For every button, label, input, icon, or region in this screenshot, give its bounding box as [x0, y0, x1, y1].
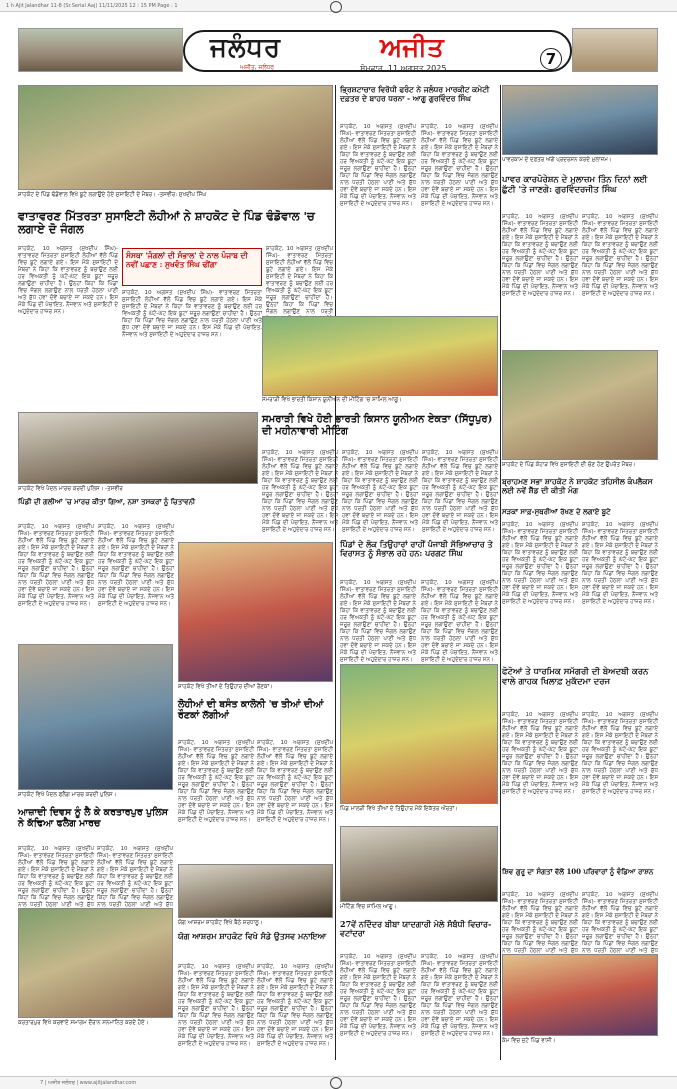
article-body: ਸ਼ਾਹਕੋਟ, 10 ਅਗਸਤ (ਸੁਖਦੀਪ ਸਿੰਘ)- ਵਾਤਾਵਰਣ ਮਿੱਤਰਤਾ ਸੁਸਾਇਟੀ ਲੋਹੀਆਂ ਵੱਲੋਂ ਪਿੰਡ ਵਿਚ ਬੂਟੇ ਲਗਾਏ ਗਏ। ਇਸ ਮੌਕੇ ਸੁਸਾਇਟੀ ਦੇ ਮੈਂਬਰਾਂ ਨੇ ਕਿਹਾ ਕਿ ਵਾਤਾਵਰਣ ਨੂੰ ਬਚਾਉਣ ਲਈ ਹਰ ਵਿਅਕਤੀ ਨੂੰ ਘੱਟੋ-ਘੱਟ ਇਕ ਬੂਟਾ ਜ਼ਰੂਰ ਲਗਾਉਣਾ ਚਾਹੀਦਾ ਹੈ। ਉਨ੍ਹਾਂ ਕਿਹਾ ਕਿ ਪਿੰਡਾਂ ਵਿਚ ਜੰਗਲ ਲਗਾਉਣ ਨਾਲ ਧਰਤੀ ਹੇਠਲਾ ਪਾਣੀ ਅਤੇ ਸ਼ੁੱਧ: [502, 892, 578, 954]
article-photo-teeyan: [178, 542, 333, 682]
photo-caption: ਸ਼ਾਹਕੋਟ ਵਿਖੇ ਪੈਦਲ ਫਲੈਗ ਮਾਰਚ ਕਰਦੀ ਪੁਲਿਸ।: [18, 792, 117, 798]
article-photo-march: [18, 412, 258, 484]
article-headline: ਸਮਰਾੜੀ ਵਿਖੇ ਹੋਈ ਭਾਰਤੀ ਕਿਸਾਨ ਯੂਨੀਅਨ ਏਕਤਾ (ਸਿੱਧੂਪੁਰ) ਦੀ ਮਹੀਨਾਵਾਰੀ ਮੀਟਿੰਗ: [262, 414, 493, 437]
article-body: ਸ਼ਾਹਕੋਟ, 10 ਅਗਸਤ (ਸੁਖਦੀਪ ਸਿੰਘ)- ਵਾਤਾਵਰਣ ਮਿੱਤਰਤਾ ਸੁਸਾਇਟੀ ਲੋਹੀਆਂ ਵੱਲੋਂ ਪਿੰਡ ਵਿਚ ਬੂਟੇ ਲਗਾਏ ਗਏ। ਇਸ ਮੌਕੇ ਸੁਸਾਇਟੀ ਦੇ ਮੈਂਬਰਾਂ ਨੇ ਕਿਹਾ ਕਿ ਵਾਤਾਵਰਣ ਨੂੰ ਬਚਾਉਣ ਲਈ ਹਰ ਵਿਅਕਤੀ ਨੂੰ ਘੱਟੋ-ਘੱਟ ਇਕ ਬੂਟਾ ਜ਼ਰੂਰ ਲਗਾਉਣਾ ਚਾਹੀਦਾ ਹੈ। ਉਨ੍ਹਾਂ ਕਿਹਾ ਕਿ ਪਿੰਡਾਂ ਵਿਚ ਜੰਗਲ ਲਗਾਉਣ ਨਾਲ ਧਰਤੀ ਹੇਠਲਾ ਪਾਣੀ ਅਤੇ ਸ਼ੁੱਧ ਹਵਾ ਦੋਵੇਂ ਬਚਾਏ ਜਾ ਸਕਦੇ ਹਨ। ਇਸ ਮੌਕੇ ਪਿੰਡ ਦੀ ਪੰਚਾਇਤ, ਨੌਜਵਾਨ ਅਤੇ ਸੁਸਾਇਟੀ ਦੇ ਅਹੁਦੇਦਾਰ ਹਾਜ਼ਰ ਸਨ।: [257, 740, 333, 823]
article-body: ਸ਼ਾਹਕੋਟ, 10 ਅਗਸਤ (ਸੁਖਦੀਪ ਸਿੰਘ)- ਵਾਤਾਵਰਣ ਮਿੱਤਰਤਾ ਸੁਸਾਇਟੀ ਲੋਹੀਆਂ ਵੱਲੋਂ ਪਿੰਡ ਵਿਚ ਬੂਟੇ ਲਗਾਏ ਗਏ। ਇਸ ਮੌਕੇ ਸੁਸਾਇਟੀ ਦੇ ਮੈਂਬਰਾਂ ਨੇ ਕਿਹਾ ਕਿ ਵਾਤਾਵਰਣ ਨੂੰ ਬਚਾਉਣ ਲਈ ਹਰ ਵਿਅਕਤੀ ਨੂੰ ਘੱਟੋ-ਘੱਟ ਇਕ ਬੂਟਾ ਜ਼ਰੂਰ ਲਗਾਉਣਾ ਚਾਹੀਦਾ ਹੈ। ਉਨ੍ਹਾਂ ਕਿਹਾ ਕਿ ਪਿੰਡਾਂ ਵਿਚ ਜੰਗਲ ਲਗਾਉਣ ਨਾਲ ਧਰਤੀ ਹੇਠਲਾ ਪਾਣੀ ਅਤੇ ਸ਼ੁੱਧ ਹਵਾ ਦੋਵੇਂ ਬਚਾਏ ਜਾ ਸਕਦੇ ਹਨ। ਇਸ ਮੌਕੇ ਪਿੰਡ ਦੀ ਪੰਚਾਇਤ, ਨੌਜਵਾਨ ਅਤੇ ਸੁਸਾਇਟੀ ਦੇ ਅਹੁਦੇਦਾਰ ਹਾਜ਼ਰ ਸਨ।: [421, 580, 498, 663]
photo-caption: ਸ਼ਾਹਕੋਟ ਵਿਖੇ ਪੈਦਲ ਮਾਰਚ ਕਰਦੀ ਪੁਲਿਸ। -ਤਸਵੀਰ: [18, 486, 123, 492]
article-body: ਸ਼ਾਹਕੋਟ, 10 ਅਗਸਤ (ਸੁਖਦੀਪ ਸਿੰਘ)- ਵਾਤਾਵਰਣ ਮਿੱਤਰਤਾ ਸੁਸਾਇਟੀ ਲੋਹੀਆਂ ਵੱਲੋਂ ਪਿੰਡ ਵਿਚ ਬੂਟੇ ਲਗਾਏ ਗਏ। ਇਸ ਮੌਕੇ ਸੁਸਾਇਟੀ ਦੇ ਮੈਂਬਰਾਂ ਨੇ ਕਿਹਾ ਕਿ ਵਾਤਾਵਰਣ ਨੂੰ ਬਚਾਉਣ ਲਈ ਹਰ ਵਿਅਕਤੀ ਨੂੰ ਘੱਟੋ-ਘੱਟ ਇਕ ਬੂਟਾ ਜ਼ਰੂਰ ਲਗਾਉਣਾ ਚਾਹੀਦਾ ਹੈ। ਉਨ੍ਹਾਂ ਕਿਹਾ ਕਿ ਪਿੰਡਾਂ ਵਿਚ ਜੰਗਲ ਲਗਾਉਣ ਨਾਲ ਧਰਤੀ ਹੇਠਲਾ ਪਾਣੀ ਅਤੇ ਸ਼ੁੱਧ ਹਵਾ ਦੋਵੇਂ ਬਚਾਏ ਜਾ ਸਕਦੇ ਹਨ। ਇਸ ਮੌਕੇ ਪਿੰਡ ਦੀ ਪੰਚਾਇਤ, ਨੌਜਵਾਨ ਅਤੇ ਸੁਸਾਇਟੀ ਦੇ ਅਹੁਦੇਦਾਰ ਹਾਜ਼ਰ ਸਨ।: [262, 450, 338, 533]
masthead-date: ਸੋਮਵਾਰ, 11 ਅਗਸਤ 2025: [360, 64, 447, 73]
article-body: ਸ਼ਾਹਕੋਟ, 10 ਅਗਸਤ (ਸੁਖਦੀਪ ਸਿੰਘ)- ਵਾਤਾਵਰਣ ਮਿੱਤਰਤਾ ਸੁਸਾਇਟੀ ਲੋਹੀਆਂ ਵੱਲੋਂ ਪਿੰਡ ਵਿਚ ਬੂਟੇ ਲਗਾਏ ਗਏ। ਇਸ ਮੌਕੇ ਸੁਸਾਇਟੀ ਦੇ ਮੈਂਬਰਾਂ ਨੇ ਕਿਹਾ ਕਿ ਵਾਤਾਵਰਣ ਨੂੰ ਬਚਾਉਣ ਲਈ ਹਰ ਵਿਅਕਤੀ ਨੂੰ ਘੱਟੋ-ਘੱਟ ਇਕ ਬੂਟਾ ਜ਼ਰੂਰ ਲਗਾਉਣਾ ਚਾਹੀਦਾ ਹੈ। ਉਨ੍ਹਾਂ ਕਿਹਾ ਕਿ ਪਿੰਡਾਂ ਵਿਚ ਜੰਗਲ ਲਗਾਉਣ ਨਾਲ ਧਰਤੀ ਹੇਠਲਾ ਪਾਣੀ ਅਤੇ ਸ਼ੁੱਧ ਹਵਾ ਦੋਵੇਂ ਬਚਾਏ ਜਾ ਸਕਦੇ ਹਨ। ਇਸ ਮੌਕੇ ਪਿੰਡ ਦੀ ਪੰਚਾਇਤ, ਨੌਜਵਾਨ ਅਤੇ ਸੁਸਾਇਟੀ ਦੇ ਅਹੁਦੇਦਾਰ ਹਾਜ਼ਰ ਸਨ।: [422, 450, 498, 533]
page-number: 7: [540, 48, 562, 70]
footer-bar: 7 | ਅਜੀਤ ਜਲੰਧਰ | www.ajitjalandhar.com: [0, 1076, 677, 1089]
article-body: ਸ਼ਾਹਕੋਟ, 10 ਅਗਸਤ (ਸੁਖਦੀਪ ਸਿੰਘ)- ਵਾਤਾਵਰਣ ਮਿੱਤਰਤਾ ਸੁਸਾਇਟੀ ਲੋਹੀਆਂ ਵੱਲੋਂ ਪਿੰਡ ਵਿਚ ਬੂਟੇ ਲਗਾਏ ਗਏ। ਇਸ ਮੌਕੇ ਸੁਸਾਇਟੀ ਦੇ ਮੈਂਬਰਾਂ ਨੇ ਕਿਹਾ ਕਿ ਵਾਤਾਵਰਣ ਨੂੰ ਬਚਾਉਣ ਲਈ ਹਰ ਵਿਅਕਤੀ ਨੂੰ ਘੱਟੋ-ਘੱਟ ਇਕ ਬੂਟਾ ਜ਼ਰੂਰ ਲਗਾਉਣਾ ਚਾਹੀਦਾ ਹੈ। ਉਨ੍ਹਾਂ ਕਿਹਾ ਕਿ ਪਿੰਡਾਂ ਵਿਚ ਜੰਗਲ ਲਗਾਉਣ ਨਾਲ ਧਰਤੀ ਹੇਠਲਾ ਪਾਣੀ ਅਤੇ ਸ਼ੁੱਧ ਹਵਾ ਦੋਵੇਂ ਬਚਾਏ ਜਾ ਸਕਦੇ ਹਨ। ਇਸ ਮੌਕੇ ਪਿੰਡ ਦੀ ਪੰਚਾਇਤ, ਨੌਜਵਾਨ ਅਤੇ ਸੁਸਾਇਟੀ ਦੇ ਅਹੁਦੇਦਾਰ ਹਾਜ਼ਰ ਸਨ।: [342, 450, 418, 533]
article-body: ਸ਼ਾਹਕੋਟ, 10 ਅਗਸਤ (ਸੁਖਦੀਪ ਸਿੰਘ)- ਵਾਤਾਵਰਣ ਮਿੱਤਰਤਾ ਸੁਸਾਇਟੀ ਲੋਹੀਆਂ ਵੱਲੋਂ ਪਿੰਡ ਵਿਚ ਬੂਟੇ ਲਗਾਏ ਗਏ। ਇਸ ਮੌਕੇ ਸੁਸਾਇਟੀ ਦੇ ਮੈਂਬਰਾਂ ਨੇ ਕਿਹਾ ਕਿ ਵਾਤਾਵਰਣ ਨੂੰ ਬਚਾਉਣ ਲਈ ਹਰ ਵਿਅਕਤੀ ਨੂੰ ਘੱਟੋ-ਘੱਟ ਇਕ ਬੂਟਾ ਜ਼ਰੂਰ ਲਗਾਉਣਾ ਚਾਹੀਦਾ ਹੈ। ਉਨ੍ਹਾਂ ਕਿਹਾ ਕਿ ਪਿੰਡਾਂ ਵਿਚ ਜੰਗਲ ਲਗਾਉਣ ਨਾਲ ਧਰਤੀ ਹੇਠਲਾ ਪਾਣੀ ਅਤੇ ਸ਼ੁੱਧ ਹਵਾ ਦੋਵੇਂ ਬਚਾਏ ਜਾ ਸਕਦੇ ਹਨ। ਇਸ ਮੌਕੇ ਪਿੰਡ ਦੀ ਪੰਚਾਇਤ, ਨੌਜਵਾਨ ਅਤੇ ਸੁਸਾਇਟੀ ਦੇ ਅਹੁਦੇਦਾਰ ਹਾਜ਼ਰ ਸਨ।: [340, 124, 416, 207]
article-body: ਸ਼ਾਹਕੋਟ, 10 ਅਗਸਤ (ਸੁਖਦੀਪ ਸਿੰਘ)- ਵਾਤਾਵਰਣ ਮਿੱਤਰਤਾ ਸੁਸਾਇਟੀ ਲੋਹੀਆਂ ਵੱਲੋਂ ਪਿੰਡ ਵਿਚ ਬੂਟੇ ਲਗਾਏ ਗਏ। ਇਸ ਮੌਕੇ ਸੁਸਾਇਟੀ ਦੇ ਮੈਂਬਰਾਂ ਨੇ ਕਿਹਾ ਕਿ ਵਾਤਾਵਰਣ ਨੂੰ ਬਚਾਉਣ ਲਈ ਹਰ ਵਿਅਕਤੀ ਨੂੰ ਘੱਟੋ-ਘੱਟ ਇਕ ਬੂਟਾ ਜ਼ਰੂਰ ਲਗਾਉਣਾ ਚਾਹੀਦਾ ਹੈ। ਉਨ੍ਹਾਂ ਕਿਹਾ ਕਿ ਪਿੰਡਾਂ ਵਿਚ ਜੰਗਲ ਲਗਾਉਣ ਨਾਲ ਧਰਤੀ ਹੇਠਲਾ ਪਾਣੀ ਅਤੇ ਸ਼ੁੱਧ ਹਵਾ ਦੋਵੇਂ ਬਚਾਏ ਜਾ ਸਕਦੇ ਹਨ। ਇਸ ਮੌਕੇ ਪਿੰਡ ਦੀ ਪੰਚਾਇਤ, ਨੌਜਵਾਨ ਅਤੇ ਸੁਸਾਇਟੀ ਦੇ ਅਹੁਦੇਦਾਰ ਹਾਜ਼ਰ ਸਨ।: [340, 580, 416, 663]
article-headline: ਸ਼ਿਵ ਗੁਰੂ ਦਾ ਸੰਗਤਾਂ ਵੱਲੋਂ 100 ਪਰਿਵਾਰਾਂ ਨੂੰ ਵੰਡਿਆ ਰਾਸ਼ਨ: [502, 867, 654, 876]
article-body: ਸ਼ਾਹਕੋਟ, 10 ਅਗਸਤ (ਸੁਖਦੀਪ ਸਿੰਘ)- ਵਾਤਾਵਰਣ ਮਿੱਤਰਤਾ ਸੁਸਾਇਟੀ ਲੋਹੀਆਂ ਵੱਲੋਂ ਪਿੰਡ ਵਿਚ ਬੂਟੇ ਲਗਾਏ ਗਏ। ਇਸ ਮੌਕੇ ਸੁਸਾਇਟੀ ਦੇ ਮੈਂਬਰਾਂ ਨੇ ਕਿਹਾ ਕਿ ਵਾਤਾਵਰਣ ਨੂੰ ਬਚਾਉਣ ਲਈ ਹਰ ਵਿਅਕਤੀ ਨੂੰ ਘੱਟੋ-ਘੱਟ ਇਕ ਬੂਟਾ ਜ਼ਰੂਰ ਲਗਾਉਣਾ ਚਾਹੀਦਾ ਹੈ। ਉਨ੍ਹਾਂ ਕਿਹਾ ਕਿ ਪਿੰਡਾਂ ਵਿਚ ਜੰਗਲ ਲਗਾਉਣ ਨਾਲ ਧਰਤੀ ਹੇਠਲਾ ਪਾਣੀ ਅਤੇ ਸ਼ੁੱਧ ਹਵਾ ਦੋਵੇਂ ਬਚਾਏ ਜਾ ਸਕਦੇ ਹਨ। ਇਸ ਮੌਕੇ ਪਿੰਡ ਦੀ ਪੰਚਾਇਤ, ਨੌਜਵਾਨ ਅਤੇ ਸੁਸਾਇਟੀ ਦੇ ਅਹੁਦੇਦਾਰ ਹਾਜ਼ਰ ਸਨ।: [18, 524, 94, 607]
registration-mark-icon: [330, 1, 342, 13]
masthead-left-photo: [18, 28, 183, 72]
article-body: ਸ਼ਾਹਕੋਟ, 10 ਅਗਸਤ (ਸੁਖਦੀਪ ਸਿੰਘ)- ਵਾਤਾਵਰਣ ਮਿੱਤਰਤਾ ਸੁਸਾਇਟੀ ਲੋਹੀਆਂ ਵੱਲੋਂ ਪਿੰਡ ਵਿਚ ਬੂਟੇ ਲਗਾਏ ਗਏ। ਇਸ ਮੌਕੇ ਸੁਸਾਇਟੀ ਦੇ ਮੈਂਬਰਾਂ ਨੇ ਕਿਹਾ ਕਿ ਵਾਤਾਵਰਣ ਨੂੰ ਬਚਾਉਣ ਲਈ ਹਰ ਵਿਅਕਤੀ ਨੂੰ ਘੱਟੋ-ਘੱਟ ਇਕ ਬੂਟਾ ਜ਼ਰੂਰ ਲਗਾਉਣਾ ਚਾਹੀਦਾ ਹੈ। ਉਨ੍ਹਾਂ ਕਿਹਾ ਕਿ ਪਿੰਡਾਂ ਵਿਚ ਜੰਗਲ ਲਗਾਉਣ ਨਾਲ ਧਰਤੀ: [266, 246, 333, 315]
article-headline: ਲੋਹੀਆਂ ਦੀ ਬਸੰਤ ਕਾਲੋਨੀ 'ਚ ਤੀਆਂ ਦੀਆਂ ਰੌਣਕਾਂ ਲੱਗੀਆਂ: [178, 699, 324, 721]
article-body: ਸ਼ਾਹਕੋਟ, 10 ਅਗਸਤ (ਸੁਖਦੀਪ ਸਿੰਘ)- ਵਾਤਾਵਰਣ ਮਿੱਤਰਤਾ ਸੁਸਾਇਟੀ ਲੋਹੀਆਂ ਵੱਲੋਂ ਪਿੰਡ ਵਿਚ ਬੂਟੇ ਲਗਾਏ ਗਏ। ਇਸ ਮੌਕੇ ਸੁਸਾਇਟੀ ਦੇ ਮੈਂਬਰਾਂ ਨੇ ਕਿਹਾ ਕਿ ਵਾਤਾਵਰਣ ਨੂੰ ਬਚਾਉਣ ਲਈ ਹਰ ਵਿਅਕਤੀ ਨੂੰ ਘੱਟੋ-ਘੱਟ ਇਕ ਬੂਟਾ ਜ਼ਰੂਰ ਲਗਾਉਣਾ ਚਾਹੀਦਾ ਹੈ। ਉਨ੍ਹਾਂ ਕਿਹਾ ਕਿ ਪਿੰਡਾਂ ਵਿਚ ਜੰਗਲ ਲਗਾਉਣ ਨਾਲ ਧਰਤੀ ਹੇਠਲਾ ਪਾਣੀ ਅਤੇ ਸ਼ੁੱਧ ਹਵਾ ਦੋਵੇਂ ਬਚਾਏ ਜਾ ਸਕਦੇ ਹਨ। ਇਸ ਮੌਕੇ ਪਿੰਡ ਦੀ ਪੰਚਾਇਤ, ਨੌਜਵਾਨ ਅਤੇ ਸੁਸਾਇਟੀ ਦੇ ਅਹੁਦੇਦਾਰ ਹਾਜ਼ਰ ਸਨ।: [421, 124, 498, 207]
article-headline: ਪਾਵਰ ਕਾਰਪੋਰੇਸ਼ਨ ਦੇ ਮੁਲਾਜ਼ਮ ਤਿੰਨ ਦਿਨਾਂ ਲਈ ਛੁੱਟੀ 'ਤੇ ਜਾਣਗੇ: ਗੁਰਵਿੰਦਰਜੀਤ ਸਿੰਘ: [502, 175, 648, 195]
article-body: ਸ਼ਾਹਕੋਟ, 10 ਅਗਸਤ (ਸੁਖਦੀਪ ਸਿੰਘ)- ਵਾਤਾਵਰਣ ਮਿੱਤਰਤਾ ਸੁਸਾਇਟੀ ਲੋਹੀਆਂ ਵੱਲੋਂ ਪਿੰਡ ਵਿਚ ਬੂਟੇ ਲਗਾਏ ਗਏ। ਇਸ ਮੌਕੇ ਸੁਸਾਇਟੀ ਦੇ ਮੈਂਬਰਾਂ ਨੇ ਕਿਹਾ ਕਿ ਵਾਤਾਵਰਣ ਨੂੰ ਬਚਾਉਣ ਲਈ ਹਰ ਵਿਅਕਤੀ ਨੂੰ ਘੱਟੋ-ਘੱਟ ਇਕ ਬੂਟਾ ਜ਼ਰੂਰ ਲਗਾਉਣਾ ਚਾਹੀਦਾ ਹੈ। ਉਨ੍ਹਾਂ ਕਿਹਾ ਕਿ ਪਿੰਡਾਂ ਵਿਚ ਜੰਗਲ ਲਗਾਉਣ ਨਾਲ ਧਰਤੀ ਹੇਠਲਾ ਪਾਣੀ ਅਤੇ ਸ਼ੁੱਧ ਹਵਾ ਦੋਵੇਂ ਬਚਾਏ ਜਾ ਸਕਦੇ ਹਨ। ਇਸ ਮੌਕੇ ਪਿੰਡ ਦੀ ਪੰਚਾਇਤ, ਨੌਜਵਾਨ ਅਤੇ ਸੁਸਾਇਟੀ ਦੇ ਅਹੁਦੇਦਾਰ ਹਾਜ਼ਰ ਸਨ।: [502, 214, 578, 297]
photo-caption: ਪਿੰਡ ਮਾਲੜੀ ਵਿਖੇ ਤੀਆਂ ਦੇ ਤਿਉਹਾਰ ਮੌਕੇ ਇਕੱਤਰ ਔਰਤਾਂ।: [340, 806, 458, 812]
article-body: ਸ਼ਾਹਕੋਟ, 10 ਅਗਸਤ (ਸੁਖਦੀਪ ਸਿੰਘ)- ਵਾਤਾਵਰਣ ਮਿੱਤਰਤਾ ਸੁਸਾਇਟੀ ਲੋਹੀਆਂ ਵੱਲੋਂ ਪਿੰਡ ਵਿਚ ਬੂਟੇ ਲਗਾਏ ਗਏ। ਇਸ ਮੌਕੇ ਸੁਸਾਇਟੀ ਦੇ ਮੈਂਬਰਾਂ ਨੇ ਕਿਹਾ ਕਿ ਵਾਤਾਵਰਣ ਨੂੰ ਬਚਾਉਣ ਲਈ ਹਰ ਵਿਅਕਤੀ ਨੂੰ ਘੱਟੋ-ਘੱਟ ਇਕ ਬੂਟਾ ਜ਼ਰੂਰ ਲਗਾਉਣਾ ਚਾਹੀਦਾ ਹੈ। ਉਨ੍ਹਾਂ ਕਿਹਾ ਕਿ ਪਿੰਡਾਂ ਵਿਚ ਜੰਗਲ ਲਗਾਉਣ ਨਾਲ ਧਰਤੀ ਹੇਠਲਾ ਪਾਣੀ ਅਤੇ ਸ਼ੁੱਧ ਹਵਾ ਦੋਵੇਂ ਬਚਾਏ ਜਾ ਸਕਦੇ ਹਨ। ਇਸ ਮੌਕੇ ਪਿੰਡ ਦੀ ਪੰਚਾਇਤ, ਨੌਜਵਾਨ ਅਤੇ ਸੁਸਾਇਟੀ ਦੇ ਅਹੁਦੇਦਾਰ ਹਾਜ਼ਰ ਸਨ।: [582, 214, 658, 297]
photo-caption: ਸ਼ਾਹਕੋਟ ਵਿਖੇ ਤੀਆਂ ਦੇ ਤਿਉਹਾਰ ਦੀਆਂ ਰੌਣਕਾਂ।: [178, 684, 273, 690]
article-headline: ਆਜ਼ਾਦੀ ਦਿਵਸ ਨੂੰ ਲੈ ਕੇ ਕਰਤਾਰਪੁਰ ਪੁਲਿਸ ਨੇ ਕੱਢਿਆ ਫਲੈਗ ਮਾਰਚ: [18, 807, 168, 829]
article-body: ਸ਼ਾਹਕੋਟ, 10 ਅਗਸਤ (ਸੁਖਦੀਪ ਸਿੰਘ)- ਵਾਤਾਵਰਣ ਮਿੱਤਰਤਾ ਸੁਸਾਇਟੀ ਲੋਹੀਆਂ ਵੱਲੋਂ ਪਿੰਡ ਵਿਚ ਬੂਟੇ ਲਗਾਏ ਗਏ। ਇਸ ਮੌਕੇ ਸੁਸਾਇਟੀ ਦੇ ਮੈਂਬਰਾਂ ਨੇ ਕਿਹਾ ਕਿ ਵਾਤਾਵਰਣ ਨੂੰ ਬਚਾਉਣ ਲਈ ਹਰ ਵਿਅਕਤੀ ਨੂੰ ਘੱਟੋ-ਘੱਟ ਇਕ ਬੂਟਾ ਜ਼ਰੂਰ ਲਗਾਉਣਾ ਚਾਹੀਦਾ ਹੈ। ਉਨ੍ਹਾਂ ਕਿਹਾ ਕਿ ਪਿੰਡਾਂ ਵਿਚ ਜੰਗਲ ਲਗਾਉਣ ਨਾਲ ਧਰਤੀ ਹੇਠਲਾ ਪਾਣੀ ਅਤੇ ਸ਼ੁੱਧ ਹਵਾ ਦੋਵੇਂ ਬਚਾਏ ਜਾ ਸਕਦੇ ਹਨ। ਇਸ ਮੌਕੇ ਪਿੰਡ ਦੀ ਪੰਚਾਇਤ, ਨੌਜਵਾਨ ਅਤੇ ਸੁਸਾਇਟੀ ਦੇ ਅਹੁਦੇਦਾਰ ਹਾਜ਼ਰ ਸਨ।: [122, 290, 262, 338]
article-photo-police: [18, 644, 173, 790]
photo-caption: ਕੰਮ ਵਿਚ ਜੁਟੇ ਪਿੰਡ ਵਾਸੀ।: [502, 1038, 556, 1044]
article-photo-women: [340, 664, 498, 804]
article-headline: 27ਵੇਂ ਨਦਿੰਦਰ ਬੀਬਾ ਯਾਦਗਾਰੀ ਮੇਲੇ ਸੰਬੰਧੀ ਵਿਚਾਰ-ਵਟਾਂਦਰਾ: [340, 919, 492, 939]
registration-mark-icon: [330, 1077, 342, 1089]
masthead-right-photo: [572, 28, 658, 72]
column-divider: [335, 85, 336, 1060]
article-photo-farmers: [262, 316, 498, 396]
article-body: ਸ਼ਾਹਕੋਟ, 10 ਅਗਸਤ (ਸੁਖਦੀਪ ਸਿੰਘ)- ਵਾਤਾਵਰਣ ਮਿੱਤਰਤਾ ਸੁਸਾਇਟੀ ਲੋਹੀਆਂ ਵੱਲੋਂ ਪਿੰਡ ਵਿਚ ਬੂਟੇ ਲਗਾਏ ਗਏ। ਇਸ ਮੌਕੇ ਸੁਸਾਇਟੀ ਦੇ ਮੈਂਬਰਾਂ ਨੇ ਕਿਹਾ ਕਿ ਵਾਤਾਵਰਣ ਨੂੰ ਬਚਾਉਣ ਲਈ ਹਰ ਵਿਅਕਤੀ ਨੂੰ ਘੱਟੋ-ਘੱਟ ਇਕ ਬੂਟਾ ਜ਼ਰੂਰ ਲਗਾਉਣਾ ਚਾਹੀਦਾ ਹੈ। ਉਨ੍ਹਾਂ ਕਿਹਾ ਕਿ ਪਿੰਡਾਂ ਵਿਚ ਜੰਗਲ ਲਗਾਉਣ ਨਾਲ ਧਰਤੀ ਹੇਠਲਾ ਪਾਣੀ ਅਤੇ ਸ਼ੁੱਧ ਹਵਾ ਦੋਵੇਂ ਬਚਾਏ ਜਾ ਸਕਦੇ ਹਨ। ਇਸ ਮੌਕੇ ਪਿੰਡ ਦੀ ਪੰਚਾਇਤ, ਨੌਜਵਾਨ ਅਤੇ ਸੁਸਾਇਟੀ ਦੇ ਅਹੁਦੇਦਾਰ ਹਾਜ਼ਰ ਸਨ।: [502, 712, 578, 795]
article-photo-group: [502, 350, 658, 460]
column-divider: [500, 85, 501, 1060]
article-body: ਸ਼ਾਹਕੋਟ, 10 ਅਗਸਤ (ਸੁਖਦੀਪ ਸਿੰਘ)- ਵਾਤਾਵਰਣ ਮਿੱਤਰਤਾ ਸੁਸਾਇਟੀ ਲੋਹੀਆਂ ਵੱਲੋਂ ਪਿੰਡ ਵਿਚ ਬੂਟੇ ਲਗਾਏ ਗਏ। ਇਸ ਮੌਕੇ ਸੁਸਾਇਟੀ ਦੇ ਮੈਂਬਰਾਂ ਨੇ ਕਿਹਾ ਕਿ ਵਾਤਾਵਰਣ ਨੂੰ ਬਚਾਉਣ ਲਈ ਹਰ ਵਿਅਕਤੀ ਨੂੰ ਘੱਟੋ-ਘੱਟ ਇਕ ਬੂਟਾ ਜ਼ਰੂਰ ਲਗਾਉਣਾ ਚਾਹੀਦਾ ਹੈ। ਉਨ੍ਹਾਂ ਕਿਹਾ ਕਿ ਪਿੰਡਾਂ ਵਿਚ ਜੰਗਲ ਲਗਾਉਣ ਨਾਲ ਧਰਤੀ ਹੇਠਲਾ ਪਾਣੀ ਅਤੇ ਸ਼ੁੱਧ ਹਵਾ ਦੋਵੇਂ ਬਚਾਏ ਜਾ ਸਕਦੇ ਹਨ। ਇਸ ਮੌਕੇ ਪਿੰਡ ਦੀ ਪੰਚਾਇਤ, ਨੌਜਵਾਨ ਅਤੇ ਸੁਸਾਇਟੀ ਦੇ ਅਹੁਦੇਦਾਰ ਹਾਜ਼ਰ ਸਨ।: [178, 964, 254, 1047]
article-body: ਸ਼ਾਹਕੋਟ, 10 ਅਗਸਤ (ਸੁਖਦੀਪ ਸਿੰਘ)- ਵਾਤਾਵਰਣ ਮਿੱਤਰਤਾ ਸੁਸਾਇਟੀ ਲੋਹੀਆਂ ਵੱਲੋਂ ਪਿੰਡ ਵਿਚ ਬੂਟੇ ਲਗਾਏ ਗਏ। ਇਸ ਮੌਕੇ ਸੁਸਾਇਟੀ ਦੇ ਮੈਂਬਰਾਂ ਨੇ ਕਿਹਾ ਕਿ ਵਾਤਾਵਰਣ ਨੂੰ ਬਚਾਉਣ ਲਈ ਹਰ ਵਿਅਕਤੀ ਨੂੰ ਘੱਟੋ-ਘੱਟ ਇਕ ਬੂਟਾ ਜ਼ਰੂਰ ਲਗਾਉਣਾ ਚਾਹੀਦਾ ਹੈ। ਉਨ੍ਹਾਂ ਕਿਹਾ ਕਿ ਪਿੰਡਾਂ ਵਿਚ ਜੰਗਲ ਲਗਾਉਣ ਨਾਲ ਧਰਤੀ ਹੇਠਲਾ ਪਾਣੀ ਅਤੇ ਸ਼ੁੱਧ: [582, 892, 658, 954]
masthead-title: ਜਲੰਧਰ: [210, 33, 282, 63]
article-body: ਸ਼ਾਹਕੋਟ, 10 ਅਗਸਤ (ਸੁਖਦੀਪ ਸਿੰਘ)- ਵਾਤਾਵਰਣ ਮਿੱਤਰਤਾ ਸੁਸਾਇਟੀ ਲੋਹੀਆਂ ਵੱਲੋਂ ਪਿੰਡ ਵਿਚ ਬੂਟੇ ਲਗਾਏ ਗਏ। ਇਸ ਮੌਕੇ ਸੁਸਾਇਟੀ ਦੇ ਮੈਂਬਰਾਂ ਨੇ ਕਿਹਾ ਕਿ ਵਾਤਾਵਰਣ ਨੂੰ ਬਚਾਉਣ ਲਈ ਹਰ ਵਿਅਕਤੀ ਨੂੰ ਘੱਟੋ-ਘੱਟ ਇਕ ਬੂਟਾ ਜ਼ਰੂਰ ਲਗਾਉਣਾ ਚਾਹੀਦਾ ਹੈ। ਉਨ੍ਹਾਂ ਕਿਹਾ ਕਿ ਪਿੰਡਾਂ ਵਿਚ ਜੰਗਲ ਲਗਾਉਣ ਨਾਲ ਧਰਤੀ ਹੇਠਲਾ ਪਾਣੀ ਅਤੇ ਸ਼ੁੱਧ ਹਵਾ ਦੋਵੇਂ ਬਚਾਏ ਜਾ ਸਕਦੇ ਹਨ। ਇਸ ਮੌਕੇ ਪਿੰਡ ਦੀ ਪੰਚਾਇਤ, ਨੌਜਵਾਨ ਅਤੇ ਸੁਸਾਇਟੀ ਦੇ ਅਹੁਦੇਦਾਰ ਹਾਜ਼ਰ ਸਨ।: [502, 522, 578, 605]
photo-caption: ਪਾਵਰਕਾਮ ਦੇ ਦਫ਼ਤਰ ਅੱਗੇ ਪ੍ਰਦਰਸ਼ਨ ਕਰਦੇ ਮੁਲਾਜ਼ਮ।: [502, 157, 612, 163]
article-body: ਸ਼ਾਹਕੋਟ, 10 ਅਗਸਤ (ਸੁਖਦੀਪ ਸਿੰਘ)- ਵਾਤਾਵਰਣ ਮਿੱਤਰਤਾ ਸੁਸਾਇਟੀ ਲੋਹੀਆਂ ਵੱਲੋਂ ਪਿੰਡ ਵਿਚ ਬੂਟੇ ਲਗਾਏ ਗਏ। ਇਸ ਮੌਕੇ ਸੁਸਾਇਟੀ ਦੇ ਮੈਂਬਰਾਂ ਨੇ ਕਿਹਾ ਕਿ ਵਾਤਾਵਰਣ ਨੂੰ ਬਚਾਉਣ ਲਈ ਹਰ ਵਿਅਕਤੀ ਨੂੰ ਘੱਟੋ-ਘੱਟ ਇਕ ਬੂਟਾ ਜ਼ਰੂਰ ਲਗਾਉਣਾ ਚਾਹੀਦਾ ਹੈ। ਉਨ੍ਹਾਂ ਕਿਹਾ ਕਿ ਪਿੰਡਾਂ ਵਿਚ ਜੰਗਲ ਲਗਾਉਣ ਨਾਲ ਧਰਤੀ ਹੇਠਲਾ ਪਾਣੀ ਅਤੇ ਸ਼ੁੱਧ ਹਵਾ ਦੋਵੇਂ ਬਚਾਏ ਜਾ ਸਕਦੇ ਹਨ। ਇਸ ਮੌਕੇ ਪਿੰਡ ਦੀ ਪੰਚਾਇਤ, ਨੌਜਵਾਨ ਅਤੇ ਸੁਸਾਇਟੀ ਦੇ ਅਹੁਦੇਦਾਰ ਹਾਜ਼ਰ ਸਨ।: [98, 524, 174, 607]
photo-caption: ਸਮਰਾੜੀ ਵਿਖੇ ਭਾਰਤੀ ਕਿਸਾਨ ਯੂਨੀਅਨ ਦੀ ਮੀਟਿੰਗ 'ਚ ਸ਼ਾਮਿਲ ਆਗੂ।: [262, 397, 402, 403]
photo-caption: ਕਰਤਾਰਪੁਰ ਵਿਖੇ ਕਰਵਾਏ ਸਮਾਗਮ ਦੌਰਾਨ ਸਨਮਾਨਿਤ ਕਰਦੇ ਹੋਏ।: [18, 1020, 149, 1026]
article-headline: ਯੋਗ ਆਸ਼ਰਮ ਸ਼ਾਹਕੋਟ ਵਿਖੇ ਸੰਡੇ ਉਤਸਵ ਮਨਾਇਆ: [178, 931, 327, 941]
photo-caption: ਸ਼ਾਹਕੋਟ ਦੇ ਪਿੰਡ ਕੋਹਾੜ ਵਿਖੇ ਸੁਸਾਇਟੀ ਦੀ ਚੋਣ ਹੋਣ ਉਪਰੰਤ ਮੈਂਬਰ।: [502, 462, 636, 468]
article-body: ਸ਼ਾਹਕੋਟ, 10 ਅਗਸਤ (ਸੁਖਦੀਪ ਸਿੰਘ)- ਵਾਤਾਵਰਣ ਮਿੱਤਰਤਾ ਸੁਸਾਇਟੀ ਲੋਹੀਆਂ ਵੱਲੋਂ ਪਿੰਡ ਵਿਚ ਬੂਟੇ ਲਗਾਏ ਗਏ। ਇਸ ਮੌਕੇ ਸੁਸਾਇਟੀ ਦੇ ਮੈਂਬਰਾਂ ਨੇ ਕਿਹਾ ਕਿ ਵਾਤਾਵਰਣ ਨੂੰ ਬਚਾਉਣ ਲਈ ਹਰ ਵਿਅਕਤੀ ਨੂੰ ਘੱਟੋ-ਘੱਟ ਇਕ ਬੂਟਾ ਜ਼ਰੂਰ ਲਗਾਉਣਾ ਚਾਹੀਦਾ ਹੈ। ਉਨ੍ਹਾਂ ਕਿਹਾ ਕਿ ਪਿੰਡਾਂ ਵਿਚ ਜੰਗਲ ਲਗਾਉਣ ਨਾਲ ਧਰਤੀ ਹੇਠਲਾ ਪਾਣੀ ਅਤੇ ਸ਼ੁੱਧ ਹਵਾ ਦੋਵੇਂ ਬਚਾਏ ਜਾ ਸਕਦੇ ਹਨ। ਇਸ ਮੌਕੇ ਪਿੰਡ ਦੀ ਪੰਚਾਇਤ, ਨੌਜਵਾਨ ਅਤੇ ਸੁਸਾਇਟੀ ਦੇ ਅਹੁਦੇਦਾਰ ਹਾਜ਼ਰ ਸਨ।: [582, 712, 658, 795]
article-photo-yoga: [178, 864, 333, 918]
article-body: ਸ਼ਾਹਕੋਟ, 10 ਅਗਸਤ (ਸੁਖਦੀਪ ਸਿੰਘ)- ਵਾਤਾਵਰਣ ਮਿੱਤਰਤਾ ਸੁਸਾਇਟੀ ਲੋਹੀਆਂ ਵੱਲੋਂ ਪਿੰਡ ਵਿਚ ਬੂਟੇ ਲਗਾਏ ਗਏ। ਇਸ ਮੌਕੇ ਸੁਸਾਇਟੀ ਦੇ ਮੈਂਬਰਾਂ ਨੇ ਕਿਹਾ ਕਿ ਵਾਤਾਵਰਣ ਨੂੰ ਬਚਾਉਣ ਲਈ ਹਰ ਵਿਅਕਤੀ ਨੂੰ ਘੱਟੋ-ਘੱਟ ਇਕ ਬੂਟਾ ਜ਼ਰੂਰ ਲਗਾਉਣਾ ਚਾਹੀਦਾ ਹੈ। ਉਨ੍ਹਾਂ ਕਿਹਾ ਕਿ ਪਿੰਡਾਂ ਵਿਚ ਜੰਗਲ ਲਗਾਉਣ ਨਾਲ ਧਰਤੀ ਹੇਠਲਾ ਪਾਣੀ ਅਤੇ ਸ਼ੁੱਧ ਹਵਾ ਦੋਵੇਂ ਬਚਾਏ ਜਾ ਸਕਦੇ ਹਨ। ਇਸ ਮੌਕੇ ਪਿੰਡ ਦੀ ਪੰਚਾਇਤ, ਨੌਜਵਾਨ ਅਤੇ ਸੁਸਾਇਟੀ ਦੇ ਅਹੁਦੇਦਾਰ ਹਾਜ਼ਰ ਸਨ।: [340, 954, 416, 1037]
photo-caption: ਯੋਗ ਆਸ਼ਰਮ ਸ਼ਾਹਕੋਟ ਵਿਖੇ ਬੈਠੇ ਸ਼ਰਧਾਲੂ।: [178, 920, 263, 926]
article-photo-protest: [502, 85, 658, 155]
article-subhead: ਸੜਕਾਂ ਸਾਫ਼-ਸੁਥਰੀਆਂ ਰੱਖਣ ਦੇ ਲਗਾਏ ਬੂਟੇ: [502, 507, 611, 516]
article-headline: ਪਿੰਡੀ ਦੀ ਗਲੀਆਂ 'ਚ ਮਾਰਚ ਕੀਤਾ ਗਿਆ, ਨਸ਼ਾ ਤਸਕਰਾਂ ਨੂੰ ਚਿਤਾਵਨੀ: [18, 497, 196, 506]
article-body: ਸ਼ਾਹਕੋਟ, 10 ਅਗਸਤ (ਸੁਖਦੀਪ ਸਿੰਘ)- ਵਾਤਾਵਰਣ ਮਿੱਤਰਤਾ ਸੁਸਾਇਟੀ ਲੋਹੀਆਂ ਵੱਲੋਂ ਪਿੰਡ ਵਿਚ ਬੂਟੇ ਲਗਾਏ ਗਏ। ਇਸ ਮੌਕੇ ਸੁਸਾਇਟੀ ਦੇ ਮੈਂਬਰਾਂ ਨੇ ਕਿਹਾ ਕਿ ਵਾਤਾਵਰਣ ਨੂੰ ਬਚਾਉਣ ਲਈ ਹਰ ਵਿਅਕਤੀ ਨੂੰ ਘੱਟੋ-ਘੱਟ ਇਕ ਬੂਟਾ ਜ਼ਰੂਰ ਲਗਾਉਣਾ ਚਾਹੀਦਾ ਹੈ। ਉਨ੍ਹਾਂ ਕਿਹਾ ਕਿ ਪਿੰਡਾਂ ਵਿਚ ਜੰਗਲ ਲਗਾਉਣ ਨਾਲ ਧਰਤੀ ਹੇਠਲਾ ਪਾਣੀ ਅਤੇ ਸ਼ੁੱਧ ਹਵਾ ਦੋਵੇਂ ਬਚਾਏ ਜਾ ਸਕਦੇ ਹਨ। ਇਸ ਮੌਕੇ ਪਿੰਡ ਦੀ ਪੰਚਾਇਤ, ਨੌਜਵਾਨ ਅਤੇ ਸੁਸਾਇਟੀ ਦੇ ਅਹੁਦੇਦਾਰ ਹਾਜ਼ਰ ਸਨ।: [582, 522, 658, 605]
masthead-subtitle: ਅਜੀਤ, ਜਲੰਧਰ: [240, 64, 275, 71]
masthead-title-ajit: ਅਜੀਤ: [380, 33, 444, 63]
article-body: ਸ਼ਾਹਕੋਟ, 10 ਅਗਸਤ (ਸੁਖਦੀਪ ਸਿੰਘ)- ਵਾਤਾਵਰਣ ਮਿੱਤਰਤਾ ਸੁਸਾਇਟੀ ਲੋਹੀਆਂ ਵੱਲੋਂ ਪਿੰਡ ਵਿਚ ਬੂਟੇ ਲਗਾਏ ਗਏ। ਇਸ ਮੌਕੇ ਸੁਸਾਇਟੀ ਦੇ ਮੈਂਬਰਾਂ ਨੇ ਕਿਹਾ ਕਿ ਵਾਤਾਵਰਣ ਨੂੰ ਬਚਾਉਣ ਲਈ ਹਰ ਵਿਅਕਤੀ ਨੂੰ ਘੱਟੋ-ਘੱਟ ਇਕ ਬੂਟਾ ਜ਼ਰੂਰ ਲਗਾਉਣਾ ਚਾਹੀਦਾ ਹੈ। ਉਨ੍ਹਾਂ ਕਿਹਾ ਕਿ ਪਿੰਡਾਂ ਵਿਚ ਜੰਗਲ ਲਗਾਉਣ ਨਾਲ ਧਰਤੀ ਹੇਠਲਾ ਪਾਣੀ ਅਤੇ ਸ਼ੁੱਧ: [18, 846, 94, 908]
article-headline: ਭ੍ਰਿਸ਼ਟਾਚਾਰ ਵਿਰੋਧੀ ਫਰੰਟ ਨੇ ਜਲੰਧਰ ਮਾਰਕੀਟ ਕਮੇਟੀ ਦਫ਼ਤਰ ਦੇ ਬਾਹਰ ਧਰਨਾ - ਆਗੂ ਗੁਰਵਿੰਦਰ ਸਿੰਘ: [340, 85, 490, 103]
highlight-quote: ਸੰਸਥਾ 'ਜੰਗਲਾਂ ਦੀ ਸੰਭਾਲ' ਦੇ ਨਾਲ ਪੰਜਾਬ ਦੀ ਨਵੀਂ ਪਛਾਣ : ਸੁਖਵੰਤ ਸਿੰਘ ਢੀਂਗਾ: [126, 251, 248, 269]
article-photo-event: [18, 908, 173, 1018]
print-info-bar: 1 h Ajit Jalandhar 11-8 (Sr.Serial Aaj) 11/11/2025 12 : 15 PM Page : 1: [0, 0, 677, 12]
article-headline: ਪਿੰਡਾਂ ਦੇ ਲੋਕ ਤਿਉਹਾਰਾਂ ਰਾਹੀਂ ਪੰਜਾਬੀ ਸੱਭਿਆਚਾਰ ਤੇ ਵਿਰਾਸਤ ਨੂੰ ਸੰਭਾਲ ਰਹੇ ਹਨ: ਪਰਗਟ ਸਿੰਘ: [340, 539, 493, 559]
article-body: ਸ਼ਾਹਕੋਟ, 10 ਅਗਸਤ (ਸੁਖਦੀਪ ਸਿੰਘ)- ਵਾਤਾਵਰਣ ਮਿੱਤਰਤਾ ਸੁਸਾਇਟੀ ਲੋਹੀਆਂ ਵੱਲੋਂ ਪਿੰਡ ਵਿਚ ਬੂਟੇ ਲਗਾਏ ਗਏ। ਇਸ ਮੌਕੇ ਸੁਸਾਇਟੀ ਦੇ ਮੈਂਬਰਾਂ ਨੇ ਕਿਹਾ ਕਿ ਵਾਤਾਵਰਣ ਨੂੰ ਬਚਾਉਣ ਲਈ ਹਰ ਵਿਅਕਤੀ ਨੂੰ ਘੱਟੋ-ਘੱਟ ਇਕ ਬੂਟਾ ਜ਼ਰੂਰ ਲਗਾਉਣਾ ਚਾਹੀਦਾ ਹੈ। ਉਨ੍ਹਾਂ ਕਿਹਾ ਕਿ ਪਿੰਡਾਂ ਵਿਚ ਜੰਗਲ ਲਗਾਉਣ ਨਾਲ ਧਰਤੀ ਹੇਠਲਾ ਪਾਣੀ ਅਤੇ ਸ਼ੁੱਧ ਹਵਾ ਦੋਵੇਂ ਬਚਾਏ ਜਾ ਸਕਦੇ ਹਨ। ਇਸ ਮੌਕੇ ਪਿੰਡ ਦੀ ਪੰਚਾਇਤ, ਨੌਜਵਾਨ ਅਤੇ ਸੁਸਾਇਟੀ ਦੇ ਅਹੁਦੇਦਾਰ ਹਾਜ਼ਰ ਸਨ।: [421, 954, 498, 1037]
article-body: ਸ਼ਾਹਕੋਟ, 10 ਅਗਸਤ (ਸੁਖਦੀਪ ਸਿੰਘ)- ਵਾਤਾਵਰਣ ਮਿੱਤਰਤਾ ਸੁਸਾਇਟੀ ਲੋਹੀਆਂ ਵੱਲੋਂ ਪਿੰਡ ਵਿਚ ਬੂਟੇ ਲਗਾਏ ਗਏ। ਇਸ ਮੌਕੇ ਸੁਸਾਇਟੀ ਦੇ ਮੈਂਬਰਾਂ ਨੇ ਕਿਹਾ ਕਿ ਵਾਤਾਵਰਣ ਨੂੰ ਬਚਾਉਣ ਲਈ ਹਰ ਵਿਅਕਤੀ ਨੂੰ ਘੱਟੋ-ਘੱਟ ਇਕ ਬੂਟਾ ਜ਼ਰੂਰ ਲਗਾਉਣਾ ਚਾਹੀਦਾ ਹੈ। ਉਨ੍ਹਾਂ ਕਿਹਾ ਕਿ ਪਿੰਡਾਂ ਵਿਚ ਜੰਗਲ ਲਗਾਉਣ ਨਾਲ ਧਰਤੀ ਹੇਠਲਾ ਪਾਣੀ ਅਤੇ ਸ਼ੁੱਧ: [97, 846, 173, 908]
article-headline: ਫੋਟੋਆਂ ਤੇ ਧਾਰਮਿਕ ਸਮੱਗਰੀ ਦੀ ਬੇਅਦਬੀ ਕਰਨ ਵਾਲੇ ਗਾਹਕ ਖਿਲਾਫ਼ ਮੁਕੱਦਮਾ ਦਰਜ: [502, 667, 649, 687]
article-headline: ਬ੍ਰਾਹਮਣ ਸਭਾ ਸ਼ਾਹਕੋਟ ਨੇ ਸ਼ਾਹਕੋਟ ਤਹਿਸੀਲ ਕੰਪਲੈਕਸ ਲਈ ਨਵੇਂ ਸ਼ੈੱਡ ਦੀ ਕੀਤੀ ਮੰਗ: [502, 477, 653, 495]
article-headline: ਵਾਤਾਵਰਣ ਮਿੱਤਰਤਾ ਸੁਸਾਇਟੀ ਲੋਹੀਆਂ ਨੇ ਸ਼ਾਹਕੋਟ ਦੇ ਪਿੰਡ ਢੰਡੋਵਾਲ 'ਚ ਲਗਾਏ ਦੋ ਜੰਗਲ: [18, 209, 315, 237]
photo-caption: ਮੀਟਿੰਗ ਵਿਚ ਸ਼ਾਮਿਲ ਆਗੂ।: [340, 904, 397, 910]
article-photo-meeting: [340, 826, 498, 902]
article-body: ਸ਼ਾਹਕੋਟ, 10 ਅਗਸਤ (ਸੁਖਦੀਪ ਸਿੰਘ)- ਵਾਤਾਵਰਣ ਮਿੱਤਰਤਾ ਸੁਸਾਇਟੀ ਲੋਹੀਆਂ ਵੱਲੋਂ ਪਿੰਡ ਵਿਚ ਬੂਟੇ ਲਗਾਏ ਗਏ। ਇਸ ਮੌਕੇ ਸੁਸਾਇਟੀ ਦੇ ਮੈਂਬਰਾਂ ਨੇ ਕਿਹਾ ਕਿ ਵਾਤਾਵਰਣ ਨੂੰ ਬਚਾਉਣ ਲਈ ਹਰ ਵਿਅਕਤੀ ਨੂੰ ਘੱਟੋ-ਘੱਟ ਇਕ ਬੂਟਾ ਜ਼ਰੂਰ ਲਗਾਉਣਾ ਚਾਹੀਦਾ ਹੈ। ਉਨ੍ਹਾਂ ਕਿਹਾ ਕਿ ਪਿੰਡਾਂ ਵਿਚ ਜੰਗਲ ਲਗਾਉਣ ਨਾਲ ਧਰਤੀ ਹੇਠਲਾ ਪਾਣੀ ਅਤੇ ਸ਼ੁੱਧ ਹਵਾ ਦੋਵੇਂ ਬਚਾਏ ਜਾ ਸਕਦੇ ਹਨ। ਇਸ ਮੌਕੇ ਪਿੰਡ ਦੀ ਪੰਚਾਇਤ, ਨੌਜਵਾਨ ਅਤੇ ਸੁਸਾਇਟੀ ਦੇ ਅਹੁਦੇਦਾਰ ਹਾਜ਼ਰ ਸਨ।: [178, 740, 254, 823]
photo-caption: ਸ਼ਾਹਕੋਟ ਦੇ ਪਿੰਡ ਢੰਡੋਵਾਲ ਵਿਖੇ ਬੂਟੇ ਲਗਾਉਂਦੇ ਹੋਏ ਸੁਸਾਇਟੀ ਦੇ ਮੈਂਬਰ। -ਤਸਵੀਰ: ਸੁਖਦੀਪ ਸਿੰਘ: [18, 192, 207, 198]
article-photo-ration: [502, 954, 658, 1036]
article-photo-planting: [18, 85, 333, 190]
article-body: ਸ਼ਾਹਕੋਟ, 10 ਅਗਸਤ (ਸੁਖਦੀਪ ਸਿੰਘ)- ਵਾਤਾਵਰਣ ਮਿੱਤਰਤਾ ਸੁਸਾਇਟੀ ਲੋਹੀਆਂ ਵੱਲੋਂ ਪਿੰਡ ਵਿਚ ਬੂਟੇ ਲਗਾਏ ਗਏ। ਇਸ ਮੌਕੇ ਸੁਸਾਇਟੀ ਦੇ ਮੈਂਬਰਾਂ ਨੇ ਕਿਹਾ ਕਿ ਵਾਤਾਵਰਣ ਨੂੰ ਬਚਾਉਣ ਲਈ ਹਰ ਵਿਅਕਤੀ ਨੂੰ ਘੱਟੋ-ਘੱਟ ਇਕ ਬੂਟਾ ਜ਼ਰੂਰ ਲਗਾਉਣਾ ਚਾਹੀਦਾ ਹੈ। ਉਨ੍ਹਾਂ ਕਿਹਾ ਕਿ ਪਿੰਡਾਂ ਵਿਚ ਜੰਗਲ ਲਗਾਉਣ ਨਾਲ ਧਰਤੀ ਹੇਠਲਾ ਪਾਣੀ ਅਤੇ ਸ਼ੁੱਧ ਹਵਾ ਦੋਵੇਂ ਬਚਾਏ ਜਾ ਸਕਦੇ ਹਨ। ਇਸ ਮੌਕੇ ਪਿੰਡ ਦੀ ਪੰਚਾਇਤ, ਨੌਜਵਾਨ ਅਤੇ ਸੁਸਾਇਟੀ ਦੇ ਅਹੁਦੇਦਾਰ ਹਾਜ਼ਰ ਸਨ।: [257, 964, 333, 1047]
article-body: ਸ਼ਾਹਕੋਟ, 10 ਅਗਸਤ (ਸੁਖਦੀਪ ਸਿੰਘ)- ਵਾਤਾਵਰਣ ਮਿੱਤਰਤਾ ਸੁਸਾਇਟੀ ਲੋਹੀਆਂ ਵੱਲੋਂ ਪਿੰਡ ਵਿਚ ਬੂਟੇ ਲਗਾਏ ਗਏ। ਇਸ ਮੌਕੇ ਸੁਸਾਇਟੀ ਦੇ ਮੈਂਬਰਾਂ ਨੇ ਕਿਹਾ ਕਿ ਵਾਤਾਵਰਣ ਨੂੰ ਬਚਾਉਣ ਲਈ ਹਰ ਵਿਅਕਤੀ ਨੂੰ ਘੱਟੋ-ਘੱਟ ਇਕ ਬੂਟਾ ਜ਼ਰੂਰ ਲਗਾਉਣਾ ਚਾਹੀਦਾ ਹੈ। ਉਨ੍ਹਾਂ ਕਿਹਾ ਕਿ ਪਿੰਡਾਂ ਵਿਚ ਜੰਗਲ ਲਗਾਉਣ ਨਾਲ ਧਰਤੀ ਹੇਠਲਾ ਪਾਣੀ ਅਤੇ ਸ਼ੁੱਧ ਹਵਾ ਦੋਵੇਂ ਬਚਾਏ ਜਾ ਸਕਦੇ ਹਨ। ਇਸ ਮੌਕੇ ਪਿੰਡ ਦੀ ਪੰਚਾਇਤ, ਨੌਜਵਾਨ ਅਤੇ ਸੁਸਾਇਟੀ ਦੇ ਅਹੁਦੇਦਾਰ ਹਾਜ਼ਰ ਸਨ।: [18, 246, 118, 315]
